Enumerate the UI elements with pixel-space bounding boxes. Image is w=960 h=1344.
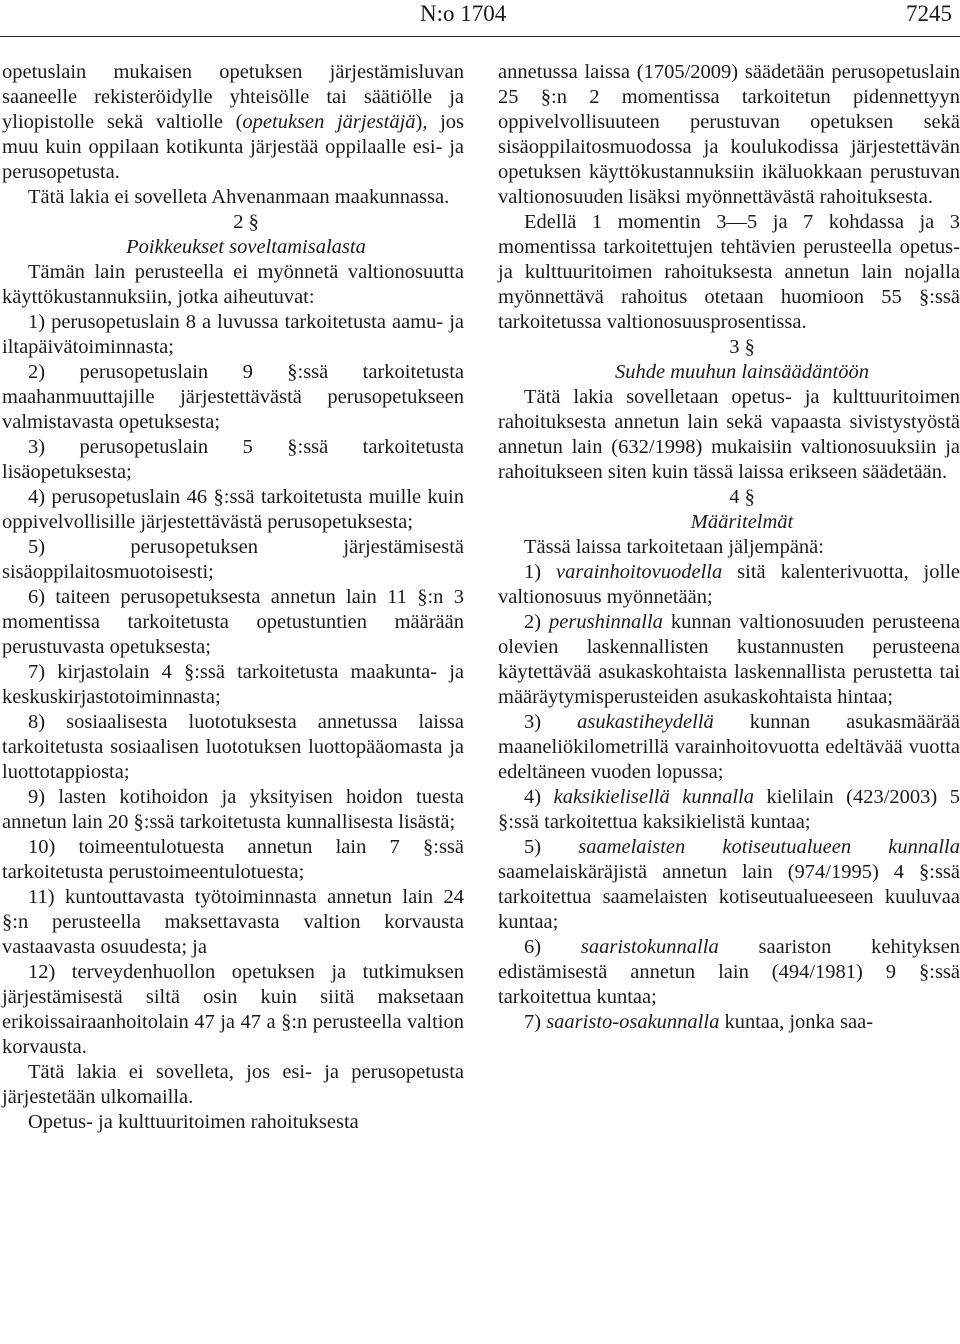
list-item: 11) kuntouttavasta työtoiminnasta annetun lain 24 §:n perusteella maksettavasta valtion korvausta vastaavasta osuudesta; ja: [2, 886, 464, 958]
definition-item: 5) saamelaisten kotiseutualueen kunnalla saamelaiskäräjistä annetun lain (974/1995) 4 §:ssä tarkoitettua saamelaisten kotiseutualueeseen kuuluvaa kuntaa;: [498, 836, 960, 933]
definition-item: 1) varainhoitovuodella sitä kalenterivuotta, jolle valtionosuus myönnetään;: [498, 561, 960, 608]
header-rule: [0, 36, 960, 37]
term-emphasis: saaristo-osakunnalla: [546, 1011, 720, 1033]
page-number: 7245: [906, 1, 952, 26]
section-paragraph: Tässä laissa tarkoitetaan jäljempänä:: [524, 536, 824, 558]
left-column: [2, 60, 464, 1135]
right-column: [498, 60, 960, 1035]
intro-paragraph: Tätä lakia ei sovelleta Ahvenanmaan maakunnassa.: [28, 186, 450, 208]
term-emphasis: perushinnalla: [549, 611, 663, 633]
list-item: 3) perusopetuslain 5 §:ssä tarkoitetusta lisäopetuksesta;: [2, 436, 464, 483]
section-number: 4 §: [729, 486, 755, 508]
section-paragraph: Tämän lain perusteella ei myönnetä valtionosuutta käyttökustannuksiin, jotka aiheutuvat:: [2, 261, 464, 308]
page-header: [0, 0, 960, 30]
list-item: 12) terveydenhuollon opetuksen ja tutkimuksen järjestämisestä siltä osin kuin siitä maksetaan erikoissairaanhoitolain 47 ja 47 a §:n perusteella valtion korvausta.: [2, 961, 464, 1058]
section-title: Määritelmät: [690, 511, 794, 533]
definition-item: 6) saaristokunnalla saariston kehityksen edistämisestä annetun lain (494/1981) 9 §:ssä tarkoitettua kuntaa;: [498, 936, 960, 1008]
section-paragraph: Tätä lakia sovelletaan opetus- ja kulttuuritoimen rahoituksesta annetun lain sekä vapaasta sivistystyöstä annetun lain (632/1998) mukaisiin valtionosuuksiin ja rahoitukseen siten kuin tässä laissa erikseen säädetään.: [498, 386, 960, 483]
section-title: Poikkeukset soveltamisalasta: [126, 236, 366, 258]
definition-item: 7) saaristo-osakunnalla kuntaa, jonka saa-: [524, 1011, 874, 1033]
list-item: 1) perusopetuslain 8 a luvussa tarkoitetusta aamu- ja iltapäivätoiminnasta;: [2, 311, 464, 358]
list-item: 8) sosiaalisesta luototuksesta annetussa laissa tarkoitetusta sosiaalisen luototuksen luottopääomasta ja luottotappiosta;: [2, 711, 464, 783]
list-item: 10) toimeentulotuesta annetun lain 7 §:ssä tarkoitetusta perustoimeentulotuesta;: [2, 836, 464, 883]
intro-paragraph: opetuslain mukaisen opetuksen järjestämisluvan saaneelle rekisteröidylle yhteisölle tai säätiölle ja yliopistolle sekä valtiolle (opetuksen järjestäjä), jos muu kuin oppilaan kotikunta järjestää oppilaalle esi- ja perusopetusta.: [2, 61, 464, 183]
law-number: N:o 1704: [420, 1, 507, 26]
list-item: 2) perusopetuslain 9 §:ssä tarkoitetusta maahanmuuttajille järjestettävästä perusopetukseen valmistavasta opetuksesta;: [2, 361, 464, 433]
continued-paragraph: annetussa laissa (1705/2009) säädetään perusopetuslain 25 §:n 2 momentissa tarkoitetun pidennettyyn oppivelvollisuuteen perustuvan opetuksen sekä sisäoppilaitosmuodossa ja koulukodissa järjestettävän opetuksen käyttökustannuksiin ikäluokkaan perustuvan valtionosuuden lisäksi myönnettävästä rahoituksesta.: [498, 61, 960, 208]
section-number: 3 §: [729, 336, 755, 358]
section-paragraph: Opetus- ja kulttuuritoimen rahoituksesta: [28, 1111, 359, 1133]
term-emphasis: asukastiheydellä: [577, 711, 714, 733]
section-number: 2 §: [233, 211, 259, 233]
section-paragraph: Edellä 1 momentin 3—5 ja 7 kohdassa ja 3 momentissa tarkoitettujen tehtävien perusteella opetus- ja kulttuuritoimen rahoituksesta annetun lain nojalla myönnettävä rahoitus otetaan huomioon 55 §:ssä tarkoitetussa valtionosuusprosentissa.: [498, 211, 960, 333]
term-emphasis: varainhoitovuodella: [556, 561, 723, 583]
list-item: 6) taiteen perusopetuksesta annetun lain 11 §:n 3 momentissa tarkoitetusta opetustuntien määrään perustuvasta opetuksesta;: [2, 586, 464, 658]
term-emphasis: kaksikielisellä kunnalla: [553, 786, 754, 808]
term-emphasis: saamelaisten kotiseutualueen kunnalla: [578, 836, 960, 858]
list-item: 4) perusopetuslain 46 §:ssä tarkoitetusta muille kuin oppivelvollisille järjestettävästä perusopetuksesta;: [2, 486, 464, 533]
list-item: 7) kirjastolain 4 §:ssä tarkoitetusta maakunta- ja keskuskirjastotoiminnasta;: [2, 661, 464, 708]
section-title: Suhde muuhun lainsäädäntöön: [615, 361, 869, 383]
list-item: 9) lasten kotihoidon ja yksityisen hoidon tuesta annetun lain 20 §:ssä tarkoitetusta kunnallisesta lisästä;: [2, 786, 464, 833]
term-emphasis: saaristokunnalla: [580, 936, 719, 958]
definition-item: 4) kaksikielisellä kunnalla kielilain (423/2003) 5 §:ssä tarkoitettua kaksikielistä kuntaa;: [498, 786, 960, 833]
term-emphasis: opetuksen järjestäjä: [242, 111, 416, 133]
definition-item: 3) asukastiheydellä kunnan asukasmäärää maaneliökilometrillä varainhoitovuotta edeltävää vuotta edeltäneen vuoden lopussa;: [498, 711, 960, 783]
list-item: 5) perusopetuksen järjestämisestä sisäoppilaitosmuotoisesti;: [2, 536, 464, 583]
definition-item: 2) perushinnalla kunnan valtionosuuden perusteena olevien laskennallisten kustannusten perusteena käytettävää asukaskohtaista laskennallista perustetta tai määräytymisperusteiden asukaskohtaista hintaa;: [498, 611, 960, 708]
section-paragraph: Tätä lakia ei sovelleta, jos esi- ja perusopetusta järjestetään ulkomailla.: [2, 1061, 464, 1108]
